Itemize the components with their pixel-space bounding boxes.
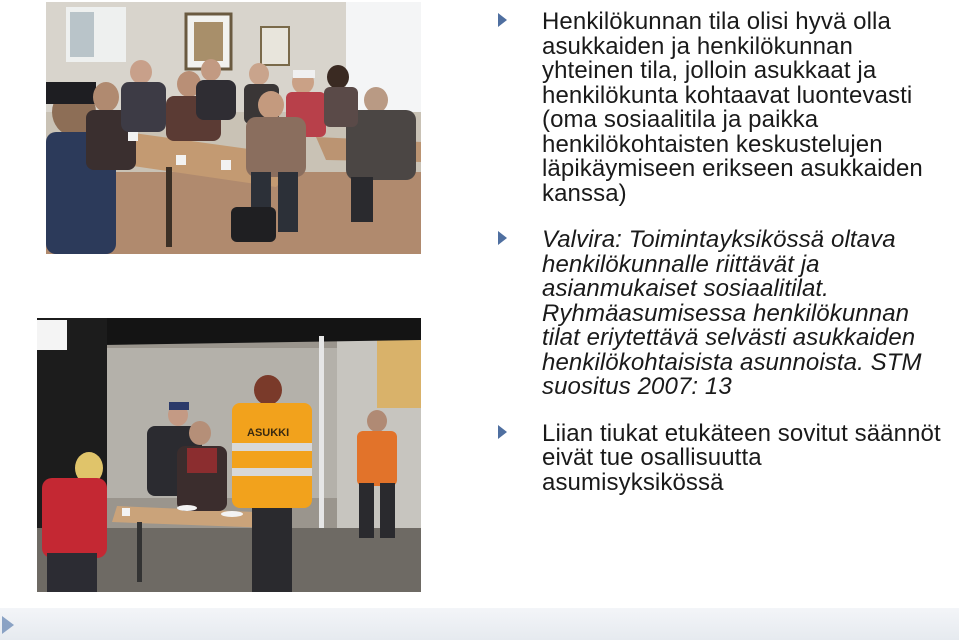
slide-footer-bar bbox=[0, 608, 959, 640]
photo-outdoor-tent-image bbox=[37, 318, 421, 592]
bullet-list bbox=[498, 10, 948, 517]
next-slide-arrow-icon[interactable] bbox=[2, 616, 14, 634]
bullet-text: Liian tiukat etukäteen sovitut säännöt eivät tue osallisuutta asumisyksikössä bbox=[542, 419, 941, 496]
bullet-text: Valvira: Toimintayksikössä oltava henkilökunnalle riittävät ja asianmukaiset sosiaalitilat. Ryhmäasumisessa henkilökunnan tilat eriytettävä selvästi asukkaiden henkilökohtaisista asunnoista. STM suositus 2007: 13 bbox=[542, 226, 922, 400]
bullet-item-1 bbox=[498, 10, 948, 206]
photo-outdoor-tent bbox=[37, 318, 421, 592]
bullet-text: Henkilökunnan tila olisi hyvä olla asukkaiden ja henkilökunnan yhteinen tila, jolloin asukkaat ja henkilökunta kohtaavat luontevasti (oma sosiaalitila ja paikka henkilökohtaisten keskustelujen läpikäymiseen erikseen asukkaiden kanssa) bbox=[542, 8, 923, 207]
bullet-arrow-icon bbox=[498, 425, 507, 439]
bullet-item-3 bbox=[498, 419, 948, 496]
photo-indoor-cafe bbox=[46, 2, 421, 254]
photo-indoor-cafe-image bbox=[46, 2, 421, 254]
bullet-arrow-icon bbox=[498, 231, 507, 245]
vest-label: ASUKKI bbox=[247, 427, 290, 439]
bullet-item-2 bbox=[498, 228, 948, 400]
bullet-arrow-icon bbox=[498, 13, 507, 27]
